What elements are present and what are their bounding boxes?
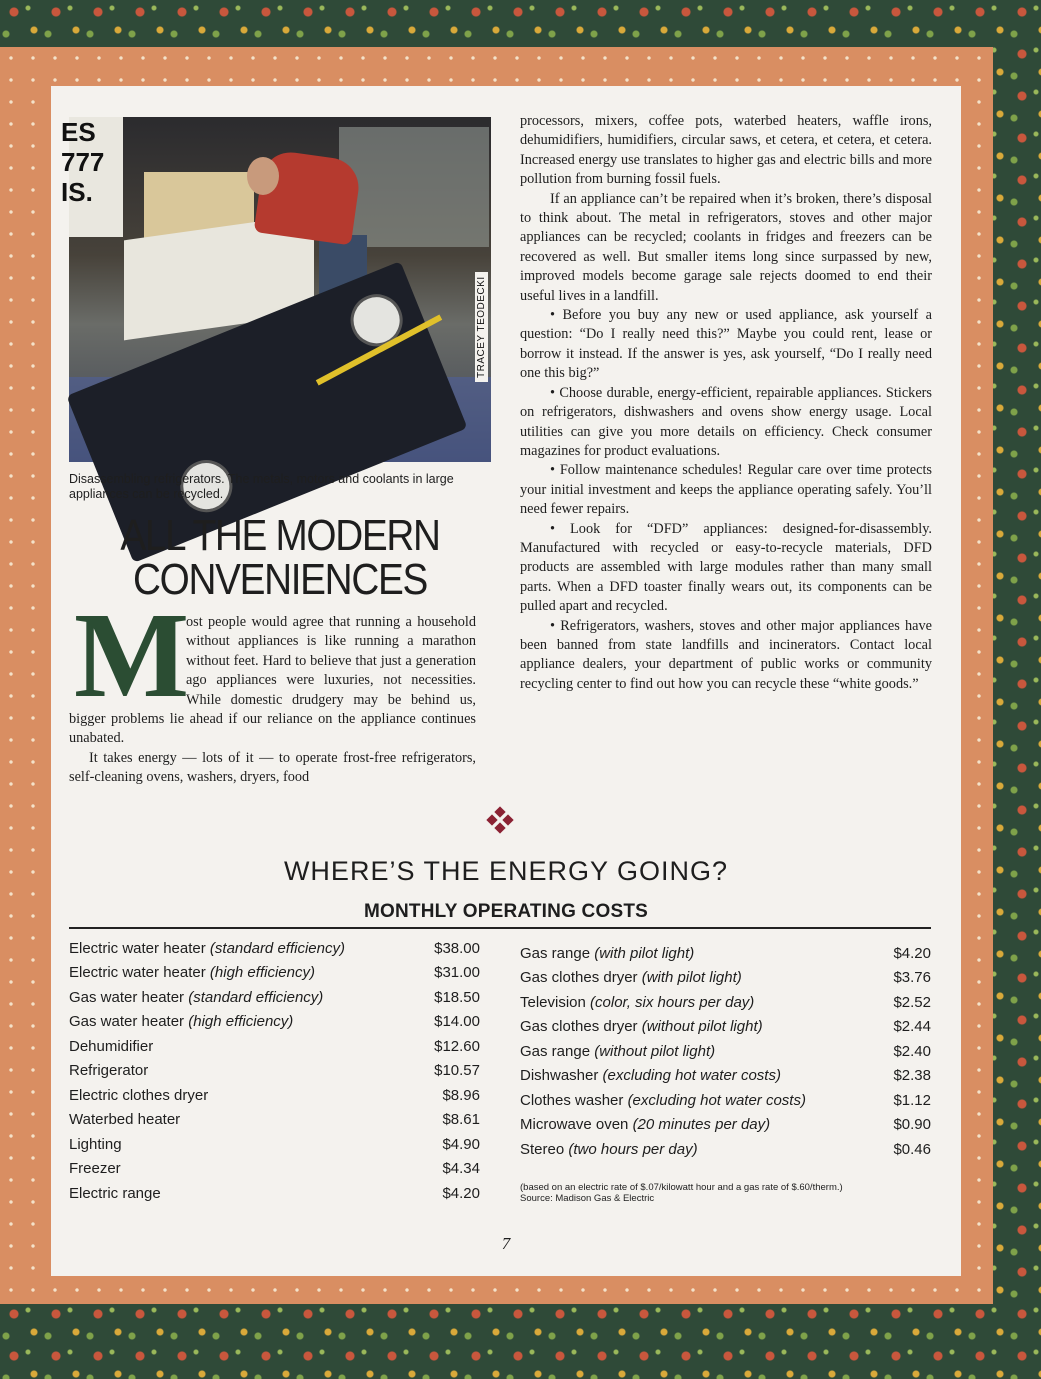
row-cost: $4.34	[442, 1160, 480, 1178]
row-cost: $18.50	[434, 988, 480, 1006]
row-label: Electric clothes dryer	[69, 1086, 209, 1104]
page-number: 7	[501, 1234, 511, 1253]
row-label: Electric range	[69, 1184, 161, 1202]
table-row	[520, 1039, 931, 1064]
row-cost: $4.90	[442, 1135, 480, 1153]
row-cost: $3.76	[893, 969, 931, 987]
row-cost: $8.96	[442, 1086, 480, 1104]
drop-cap: M	[74, 588, 190, 723]
row-cost: $38.00	[434, 939, 480, 957]
row-cost: $0.46	[893, 1140, 931, 1158]
row-cost: $2.40	[893, 1042, 931, 1060]
photo-caption: Disassembling refrigerators. The metals, motors and coolants in large appliances can be recycled.	[69, 472, 454, 501]
row-label: Television (color, six hours per day)	[520, 993, 755, 1011]
row-label: Gas range (with pilot light)	[520, 944, 695, 962]
article-body-right: processors, mixers, coffee pots, waterbed heaters, waffle irons, dehumidifiers, humidifiers, circular saws, et cetera, et cetera, et cetera. Increased energy use translates to higher gas and electric bills and more pollution from burning fossil fuels. If an appliance can’t be repaired when it’s broken, there’s disposal to think about. The metal in refrigerators, stoves and other major appliances can be recycled; coolants in fridges and freezers can be recovered as well. But smaller items long since surpassed by new, improved models become garage sale rejects doomed to end their useful lives in a landfill. • Before you buy any new or used appliance, ask yourself a question: “Do I really need this?” Maybe you could rent, lease or borrow it instead. If the answer is yes, ask yourself, “Do I really need one this big?” • Choose durable, energy-efficient, repairable appliances. Stickers on refrigerators, dishwashers and ovens show energy usage. Local utilities can give you more details on efficiency. Check consumer magazines for product evaluations. • Follow maintenance schedules! Regular care over time protects your initial investment and keeps the appliance operating safely. You’ll need fewer repairs. • Look for “DFD” appliances: designed-for-disassembly. Manufactured with recycled or easy-to-recycle materials, DFD products are assembled with large modules rather than many small parts. When a DFD toaster finally wears out, its components can be pulled apart and recycled. • Refrigerators, washers, stoves and other major appliances have been banned from state landfills and incinerators. Contact local appliance dealers, your department of public works or community recycling center to find out how you can recycle these “white goods.”	[520, 113, 932, 692]
table-row	[520, 1113, 931, 1138]
costs-table-right	[520, 941, 931, 1162]
table-footnote: (based on an electric rate of $.07/kilowatt hour and a gas rate of $.60/therm.) Source: Madison Gas & Electric	[520, 1182, 843, 1204]
table-row	[69, 1132, 480, 1157]
table-row	[69, 1157, 480, 1182]
table-row	[520, 1015, 931, 1040]
row-label: Microwave oven (20 minutes per day)	[520, 1116, 771, 1134]
row-cost: $2.38	[893, 1067, 931, 1085]
article-headline: ALL THE MODERN CONVENIENCES	[120, 511, 440, 604]
divider	[69, 927, 931, 929]
row-cost: $10.57	[434, 1062, 480, 1080]
magazine-page	[51, 86, 961, 1276]
section-title: WHERE’S THE ENERGY GOING?	[283, 856, 729, 886]
costs-table-left	[69, 936, 480, 1206]
table-row	[69, 936, 480, 961]
table-row	[520, 990, 931, 1015]
row-label: Stereo (two hours per day)	[520, 1140, 698, 1158]
table-row	[520, 966, 931, 991]
diamond-ornament-icon	[488, 808, 512, 832]
row-label: Electric water heater (high efficiency)	[69, 964, 315, 982]
gauge-icon	[343, 286, 411, 354]
row-cost: $8.61	[442, 1111, 480, 1129]
photo-credit: TRACEY TEODECKI	[475, 272, 488, 382]
table-title: MONTHLY OPERATING COSTS	[364, 901, 648, 922]
row-cost: $2.44	[893, 1018, 931, 1036]
table-row	[69, 1034, 480, 1059]
table-row	[69, 1083, 480, 1108]
row-label: Waterbed heater	[69, 1111, 181, 1129]
photo-refrigerant-reclaim	[61, 117, 491, 462]
row-cost: $2.52	[893, 993, 931, 1011]
row-cost: $14.00	[434, 1013, 480, 1031]
row-label: Gas range (without pilot light)	[520, 1042, 716, 1060]
row-label: Gas water heater (high efficiency)	[69, 1013, 294, 1031]
row-cost: $12.60	[434, 1037, 480, 1055]
row-label: Refrigerator	[69, 1062, 149, 1080]
table-row	[69, 1181, 480, 1206]
row-label: Gas clothes dryer (without pilot light)	[520, 1018, 763, 1036]
row-label: Clothes washer (excluding hot water costs)	[520, 1091, 806, 1109]
table-row	[69, 1059, 480, 1084]
row-label: Electric water heater (standard efficiency)	[69, 939, 345, 957]
table-row	[520, 1137, 931, 1162]
table-row	[69, 961, 480, 986]
table-row	[520, 941, 931, 966]
row-label: Gas clothes dryer (with pilot light)	[520, 969, 742, 987]
row-label: Dehumidifier	[69, 1037, 154, 1055]
table-row	[520, 1088, 931, 1113]
row-label: Freezer	[69, 1160, 121, 1178]
row-cost: $1.12	[893, 1091, 931, 1109]
table-row	[69, 985, 480, 1010]
row-label: Lighting	[69, 1135, 122, 1153]
table-row	[520, 1064, 931, 1089]
row-cost: $0.90	[893, 1116, 931, 1134]
row-cost: $4.20	[442, 1184, 480, 1202]
table-row	[69, 1108, 480, 1133]
table-row	[69, 1010, 480, 1035]
row-cost: $4.20	[893, 944, 931, 962]
row-label: Gas water heater (standard efficiency)	[69, 988, 324, 1006]
wall-sign: ES 777 IS.	[69, 117, 123, 237]
row-label: Dishwasher (excluding hot water costs)	[520, 1067, 781, 1085]
row-cost: $31.00	[434, 964, 480, 982]
article-intro: ost people would agree that running a household without appliances is like running a marathon without feet. Hard to believe that just a generation ago appliances were luxuries, not necessities. While domestic drudgery may be behind us, bigger problems lie ahead if our reliance on the appliance continues unabated. It takes energy — lots of it — to operate frost-free refrigerators, self-cleaning ovens, washers, dryers, food	[69, 614, 476, 786]
